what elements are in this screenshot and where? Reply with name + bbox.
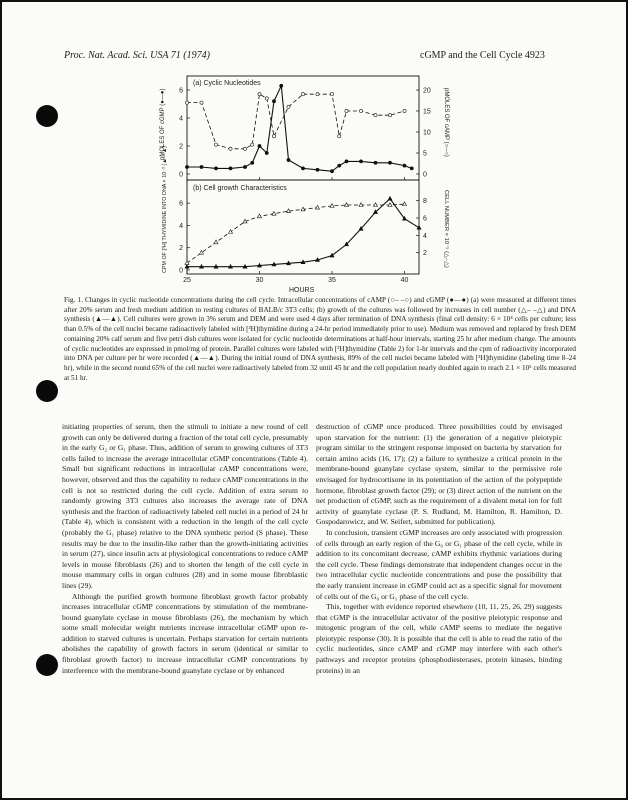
data-point	[345, 160, 348, 163]
panel-b-title: (b) Cell growth Characteristics	[193, 185, 287, 192]
x-tick-label: 30	[255, 277, 264, 284]
data-point	[388, 161, 391, 164]
running-header-title-page: cGMP and the Cell Cycle 4923	[420, 50, 545, 61]
y-tick-label-left: 2	[179, 143, 183, 151]
y-tick-label-left: 0	[179, 267, 183, 275]
y-tick-label-left: 0	[179, 171, 183, 179]
data-point	[272, 211, 276, 215]
data-point	[214, 143, 217, 146]
data-point	[265, 151, 268, 154]
data-point	[185, 165, 188, 168]
y-tick-label-right: 15	[423, 108, 431, 116]
data-point	[403, 109, 406, 112]
data-point	[359, 109, 362, 112]
x-tick-label: 40	[400, 277, 409, 284]
y-tick-label-left: 4	[179, 115, 183, 123]
data-point	[200, 250, 204, 254]
data-point	[185, 261, 189, 265]
data-point	[287, 105, 290, 108]
data-point	[200, 165, 203, 168]
y-tick-label-left: 6	[179, 200, 183, 208]
data-point	[316, 93, 319, 96]
data-point	[345, 109, 348, 112]
data-point	[374, 114, 377, 117]
body-paragraph: In conclusion, transient cGMP increases are only associated with progression of cells through an early region of the G₀ or G₁ phase of the cell cycle, while in addition to its concomitant decrease, cAMP exhibits rhythmic variations during the cell cycle. These findings demonstrate that independent changes occur in the two intracellular cyclic nucleotide concentrations and pose the possibility that the early transient increase in cGMP could act as a specific signal for movement of cells out of the G₀ or G₁ phase of the cell cycle.	[316, 527, 562, 601]
data-point	[243, 165, 246, 168]
data-point	[229, 167, 232, 170]
panel-b-right-axis-label: CELL NUMBER × 10⁻⁵ (△--△)	[443, 190, 449, 268]
series-line	[187, 86, 412, 171]
y-tick-label-right: 5	[423, 150, 427, 158]
data-point	[374, 161, 377, 164]
data-point	[388, 114, 391, 117]
data-point	[229, 147, 232, 150]
body-paragraph: This, together with evidence reported elsewhere (10, 11, 25, 26, 29) suggests that cGMP is the intracellular activator of the positive pleiotypic response and mitogenic program of the cell, while cAMP seems to mediate the negative pleiotypic response (30). It is possible that the cell is able to read the ratio of the cyclic nucleotides, since cAMP and cGMP may interfere with each other's pathways and receptor proteins (phosphodiesterases, protein kinases, binding proteins) in an	[316, 602, 562, 675]
data-point	[280, 84, 283, 87]
figure-1-chart	[152, 68, 452, 298]
data-point	[251, 161, 254, 164]
data-point	[272, 135, 275, 138]
data-point	[301, 167, 304, 170]
y-tick-label-right: 20	[423, 87, 431, 95]
figure-1	[152, 68, 452, 298]
data-point	[229, 230, 233, 234]
y-tick-label-left: 2	[179, 245, 183, 253]
data-point	[287, 158, 290, 161]
y-tick-label-left: 4	[179, 222, 183, 230]
data-point	[316, 168, 319, 171]
data-point	[403, 202, 407, 206]
y-tick-label-right: 8	[423, 198, 427, 206]
data-point	[214, 240, 218, 244]
body-column-left	[62, 422, 308, 676]
body-column-right	[316, 422, 562, 676]
data-point	[200, 101, 203, 104]
y-tick-label-right: 10	[423, 129, 431, 137]
y-tick-label-right: 4	[423, 232, 427, 240]
binder-hole-top	[36, 105, 58, 127]
data-point	[330, 204, 334, 208]
data-point	[214, 167, 217, 170]
x-axis-label: HOURS	[289, 287, 315, 294]
data-point	[388, 196, 392, 200]
data-point	[265, 97, 268, 100]
data-point	[330, 93, 333, 96]
panel-a-right-axis-label: pMOLES OF cAMP (○--○)	[443, 88, 449, 157]
data-point	[359, 160, 362, 163]
figure-caption: Fig. 1. Changes in cyclic nucleotide concentrations during the cell cycle. Intracellular concentrations of cAMP (○– –○) and cGMP (●—●) (a) were measured at different times after 20% serum and fresh medium addition to resting cultures of BALB/c 3T3 cells; (b) growth of the cultures was followed by increases in cell number (△– –△) and DNA synthesis (▲—▲). Cell cultures were grown in 3% serum and DEM and were used 4 days after termination of DNA synthesis (final cell density: 6 × 10⁴ cells per culture; less than 0.5% of the cell nuclei became radioactively labeled with [³H]thymidine during a 24-hr period immediately prior to use). Medium was removed and replaced by fresh DEM containing 20% calf serum and five petri dish cultures were isolated for cyclic nucleotide determinations at half-hour intervals, starting 25 hr after medium change. The amounts of cyclic nucleotides are expressed in pmol/mg of protein. Parallel cultures were labeled with [³H]thymidine (Table 2) for 1-hr intervals and the cpm of radioactivity incorporated into DNA per culture per hr were recorded (▲—▲). During the initial round of DNA synthesis, 89% of the cell nuclei became labeled with [³H]thymidine (labeling time 8–24 hr), while in the second round 65% of the cell nuclei were radioactively labeled from 32 until 45 hr and the cell population nearly doubled again to reach 2.1 × 10⁵ cells measured at 51 hr.	[64, 296, 576, 382]
panel-b-left-axis-label: CPM OF [³H] THYMIDINE INTO DNA × 10⁻³ (▲—▲)	[162, 146, 168, 273]
y-tick-label-left: 6	[179, 87, 183, 95]
data-point	[272, 100, 275, 103]
x-tick-label: 25	[183, 277, 191, 284]
panel-a-title: (a) Cyclic Nucleotides	[193, 80, 261, 87]
body-paragraph: destruction of cGMP once produced. Three possibilities could by envisaged upon starvation for the nutrient: (1) the generation of a negative pleiotypic program similar to the stringent response imposed on bacteria by starvation for certain amino acids (16, 17); (2) a failure to synthesize a critical protein in the membrane-bound guanylate cyclase system, similar to the permissive role envisaged for hydrocortisone in its potentiation of the action of the polypeptide hormone, fibroblast growth factor (29); or (3) direct action of the nutrient on the net production of cGMP, such as the requirement of a divalent metal ion for full activity of guanylate cyclase (P. S. Rudland, M. Hamilton, R. Hamilton, D. Gospodarowicz, and W. Seifert, submitted for publication).	[316, 422, 562, 527]
series-line	[187, 94, 405, 149]
data-point	[258, 144, 261, 147]
running-header-journal: Proc. Nat. Acad. Sci. USA 71 (1974)	[64, 50, 210, 61]
y-tick-label-right: 6	[423, 215, 427, 223]
data-point	[243, 147, 246, 150]
data-point	[403, 164, 406, 167]
data-point	[330, 170, 333, 173]
y-tick-label-right: 2	[423, 250, 427, 258]
data-point	[338, 135, 341, 138]
x-tick-label: 35	[328, 277, 336, 284]
y-tick-label-right: 0	[423, 171, 427, 179]
data-point	[258, 93, 261, 96]
data-point	[185, 101, 188, 104]
data-point	[410, 167, 413, 170]
panel-a-frame	[187, 76, 419, 180]
data-point	[301, 93, 304, 96]
series-line	[187, 204, 405, 263]
body-paragraph: initiating properties of serum, then the stimuli to initiate a new round of cell growth can only be delivered during a fraction of the total cell cycle, presumably in the early G₂ or G₁ phase. Thus, addition of serum to growing cultures of 3T3 cells failed to increase the average intracellular cGMP concentrations (Table 4). Small but significant reductions in intracellular cAMP concentrations were, however, observed and thus the capability to reduce cAMP concentrations in the cell is not so restricted during the cell cycle. Addition of extra serum to randomly growing 3T3 cultures also increases the average rate of DNA synthesis and the fraction of radioactively labeled cell nuclei in a period of 24 hr (Table 4), which is consistent with a reduction in the length of the cell cycle (probably the G₁ phase) relative to the DNA synthetic period (S phase). These results may be due to the insulin-like rather than the growth-initiating activities in serum (27), since insulin acts at physiological concentrations to reduce cAMP levels in mouse fibroblasts (26) and to shorten the length of the cell cycle in mouse mammary cells in organ cultures (28) and in some mouse fibroblastic lines (29).	[62, 422, 308, 590]
binder-hole-bottom	[36, 654, 58, 676]
body-paragraph: Although the purified growth hormone fibroblast growth factor probably increases intracellular cGMP concentrations by stimulation of the membrane-bound guanylate cyclase in mouse fibroblasts (26), the mechanism by which some small molecular weight nutrients increase intracellular cGMP upon re-addition to starved cultures is uncertain. Perhaps starvation for certain nutrients abolishes the capability of growth factors in serum (identical or similar to fibroblast growth factor) to increase intracellular cGMP concentrations by interference with the membrane-bound guanylate cyclase or by enhanced	[62, 591, 308, 675]
panel-a-left-axis-label: pMOLES OF cGMP (●—●)	[160, 88, 166, 160]
binder-hole-middle	[36, 380, 58, 402]
data-point	[338, 164, 341, 167]
data-point	[251, 143, 254, 146]
